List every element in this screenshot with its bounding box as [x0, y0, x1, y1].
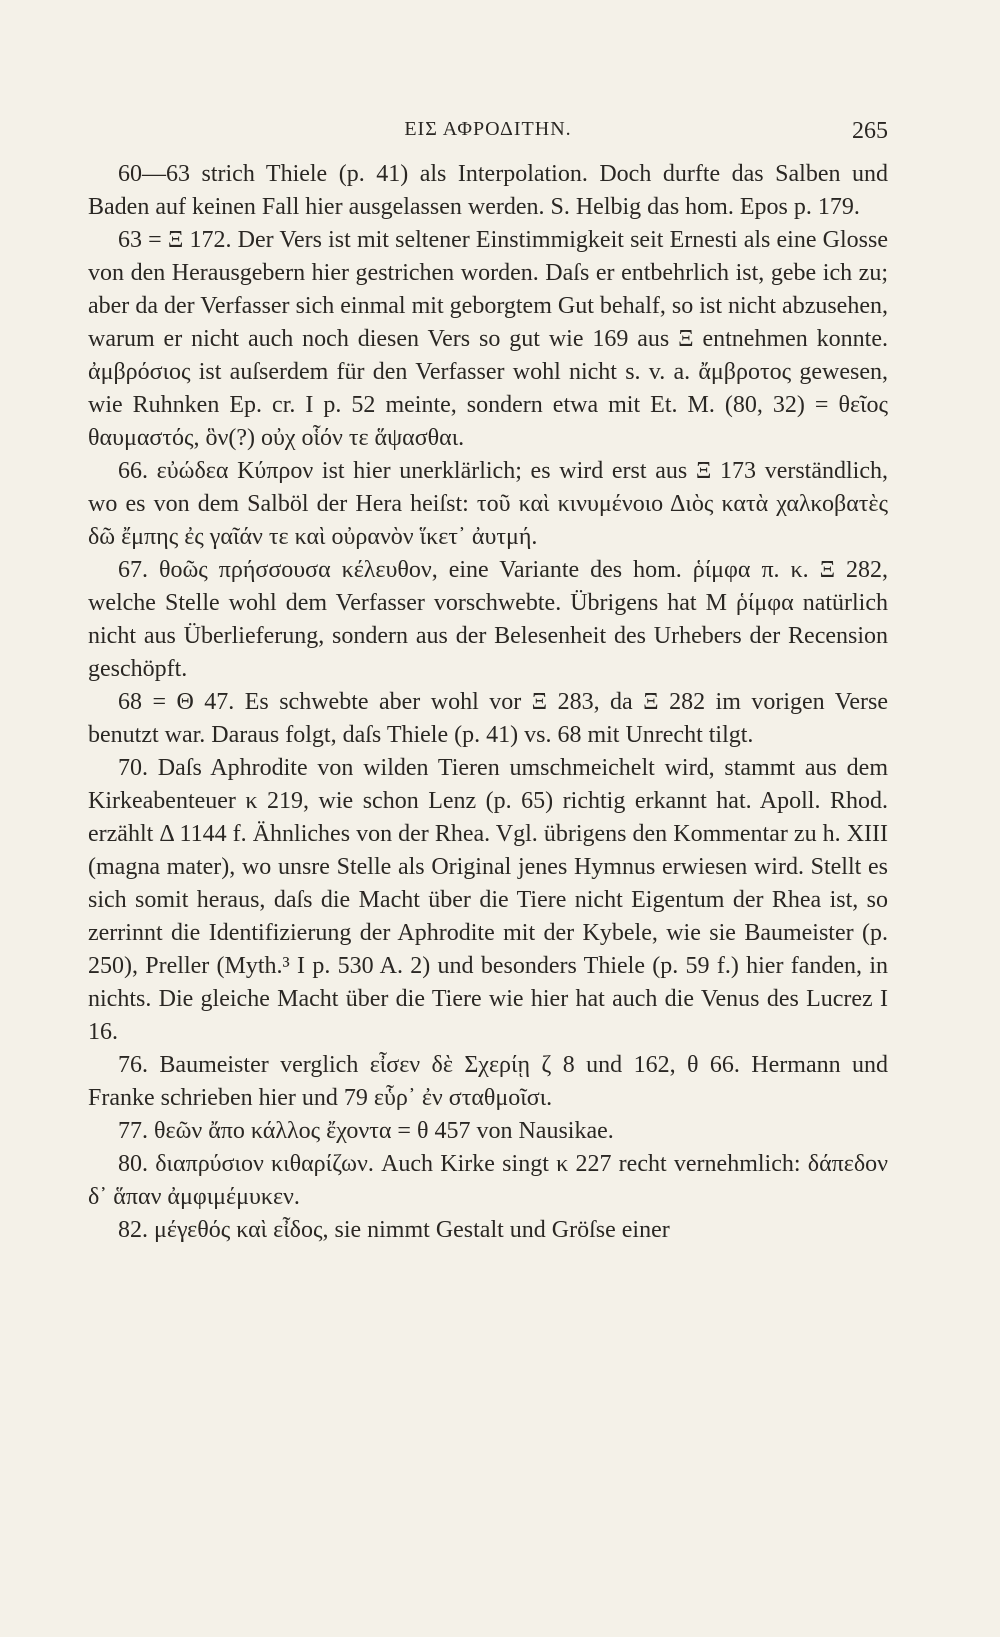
- running-header: [88, 118, 888, 158]
- paragraph-82: 82. μέγεθός καὶ εἶδος, sie nimmt Gestalt und Gröſse einer: [118, 1217, 670, 1243]
- paragraph-66: 66. εὐώδεα Κύπρον ist hier unerklärlich; es wird erst aus Ξ 173 verständlich, wo es von dem Salböl der Hera heiſst: τοῦ καὶ κινυμένοιο Διὸς κατὰ χαλκοβατὲς δῶ ἔμπης ἐς γαῖάν τε καὶ οὐρανὸν ἵκετ᾽ ἀυτμή.: [88, 458, 888, 550]
- paragraph-76: 76. Baumeister verglich εἶσεν δὲ Σχερίῃ ζ 8 und 162, θ 66. Hermann und Franke schrieben hier und 79 εὗρ᾽ ἐν σταθμοῖσι.: [88, 1052, 888, 1111]
- commentary-body: [88, 158, 888, 1247]
- paragraph-63: 63 = Ξ 172. Der Vers ist mit seltener Einstimmigkeit seit Ernesti als eine Glosse von den Herausgebern hier gestrichen worden. Daſs er entbehrlich ist, gebe ich zu; aber da der Verfasser sich einmal mit geborgtem Gut behalf, so ist nicht abzusehen, warum er nicht auch noch diesen Vers so gut wie 169 aus Ξ entnehmen konnte. ἀμβρόσιος ist auſserdem für den Verfasser wohl nicht s. v. a. ἄμβροτος gewesen, wie Ruhnken Ep. cr. I p. 52 meinte, sondern etwa mit Et. M. (80, 32) = θεῖος θαυμαστός, ὃν(?) οὐχ οἷόν τε ἅψασθαι.: [88, 227, 888, 451]
- paragraph-80: 80. διαπρύσιον κιθαρίζων. Auch Kirke singt κ 227 recht vernehmlich: δάπεδον δ᾽ ἅπαν ἀμφιμέμυκεν.: [88, 1151, 888, 1210]
- page: [88, 118, 888, 1247]
- paragraph-60-63: 60—63 strich Thiele (p. 41) als Interpolation. Doch durfte das Salben und Baden auf keinen Fall hier ausgelassen werden. S. Helbig das hom. Epos p. 179.: [88, 161, 888, 220]
- paragraph-68: 68 = Θ 47. Es schwebte aber wohl vor Ξ 283, da Ξ 282 im vorigen Verse benutzt war. Daraus folgt, daſs Thiele (p. 41) vs. 68 mit Unrecht tilgt.: [88, 689, 888, 748]
- paragraph-77: 77. θεῶν ἄπο κάλλος ἔχοντα = θ 457 von Nausikae.: [118, 1118, 614, 1144]
- paragraph-67: 67. θοῶς πρήσσουσα κέλευθον, eine Variante des hom. ῥίμφα π. κ. Ξ 282, welche Stelle wohl dem Verfasser vorschwebte. Übrigens hat M ῥίμφα natürlich nicht aus Überlieferung, sondern aus der Belesenheit des Urhebers der Recension geschöpft.: [88, 557, 888, 682]
- paragraph-70: 70. Daſs Aphrodite von wilden Tieren umschmeichelt wird, stammt aus dem Kirkeabenteuer κ 219, wie schon Lenz (p. 65) richtig erkannt hat. Apoll. Rhod. erzählt Δ 1144 f. Ähnliches von der Rhea. Vgl. übrigens den Kommentar zu h. XIII (magna mater), wo unsre Stelle als Original jenes Hymnus erwiesen wird. Stellt es sich somit heraus, daſs die Macht über die Tiere nicht Eigentum der Rhea ist, so zerrinnt die Identifizierung der Aphrodite mit der Kybele, wie sie Baumeister (p. 250), Preller (Myth.³ I p. 530 A. 2) und besonders Thiele (p. 59 f.) hier fanden, in nichts. Die gleiche Macht über die Tiere wie hier hat auch die Venus des Lucrez I 16.: [88, 755, 888, 1045]
- running-title: ΕΙΣ ΑΦΡΟΔΙΤΗΝ.: [404, 118, 572, 140]
- page-number: 265: [852, 118, 888, 144]
